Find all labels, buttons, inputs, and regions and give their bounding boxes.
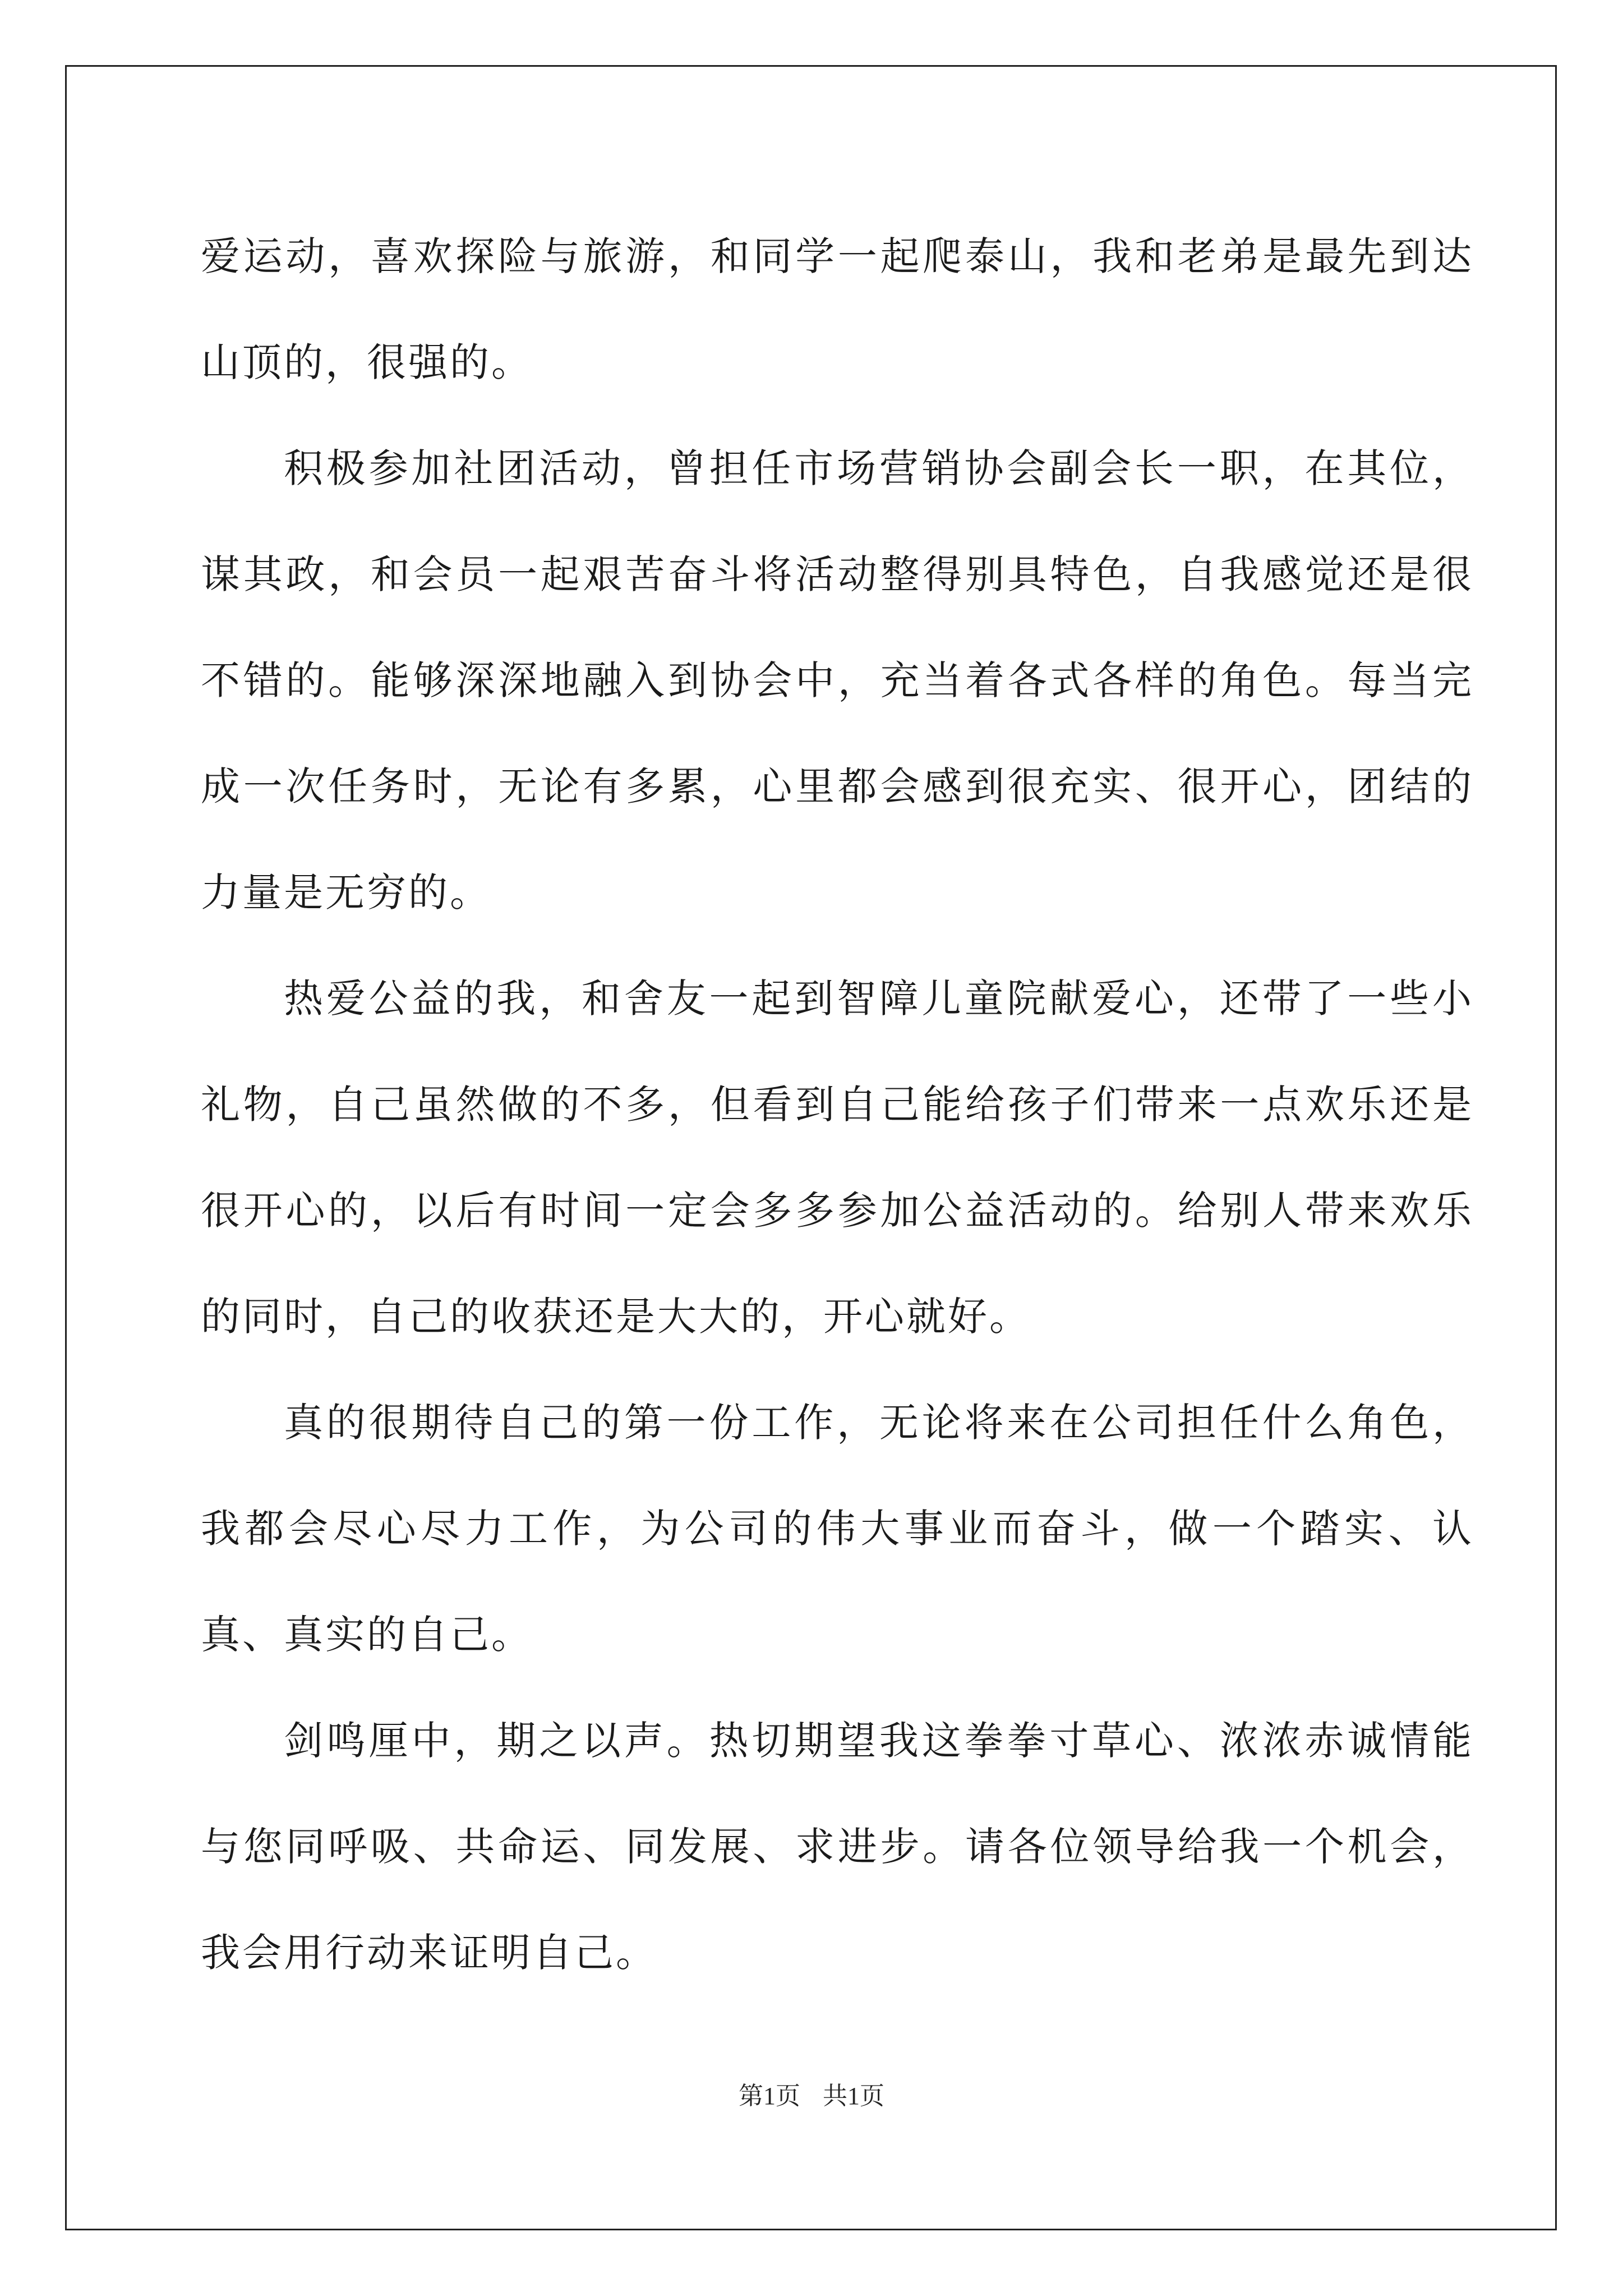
page-footer bbox=[0, 2076, 1623, 2111]
paragraph: 爱运动，喜欢探险与旅游，和同学一起爬泰山，我和老弟是最先到达山顶的，很强的。 bbox=[201, 233, 1474, 385]
paragraph: 真的很期待自己的第一份工作，无论将来在公司担任什么角色，我都会尽心尽力工作，为公司的伟大事业而奋斗，做一个踏实、认真、真实的自己。 bbox=[201, 1400, 1474, 1658]
page-number: 第1页 bbox=[739, 2082, 800, 2110]
paragraph: 积极参加社团活动，曾担任市场营销协会副会长一职，在其位，谋其政，和会员一起艰苦奋斗将活动整得别具特色，自我感觉还是很不错的。能够深深地融入到协会中，充当着各式各样的角色。每当完成一次任务时，无论有多累，心里都会感到很充实、很开心，团结的力量是无穷的。 bbox=[201, 445, 1474, 915]
document-body bbox=[201, 204, 1474, 2006]
page-total: 共1页 bbox=[823, 2082, 884, 2110]
paragraph: 剑鸣厘中，期之以声。热切期望我这拳拳寸草心、浓浓赤诚情能与您同呼吸、共命运、同发展、求进步。请各位领导给我一个机会，我会用行动来证明自己。 bbox=[201, 1718, 1474, 1976]
paragraph: 热爱公益的我，和舍友一起到智障儿童院献爱心，还带了一些小礼物，自己虽然做的不多，但看到自己能给孩子们带来一点欢乐还是很开心的，以后有时间一定会多多参加公益活动的。给别人带来欢乐的同时，自己的收获还是大大的，开心就好。 bbox=[201, 976, 1474, 1340]
